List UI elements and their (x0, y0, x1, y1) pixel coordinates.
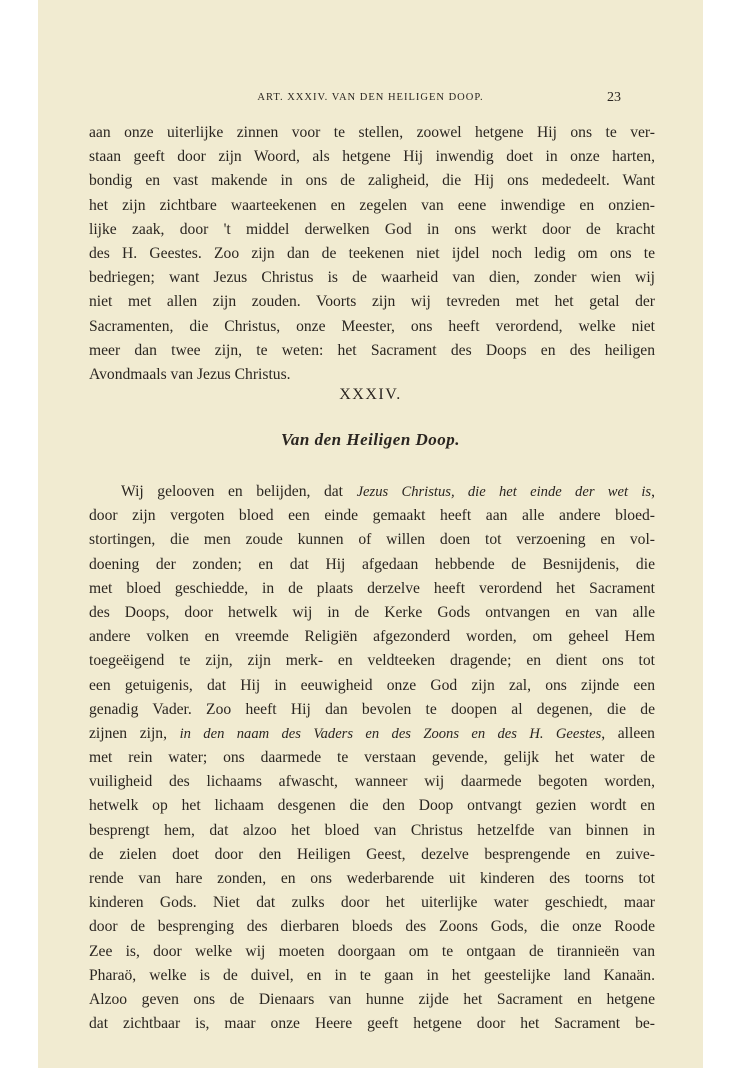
text-line: Sacramenten, die Christus, onze Meester, ons heeft verordend, welke niet (89, 317, 655, 335)
text-line: Pharaö, welke is de duivel, en in te gaan in het geestelijke land Kanaän. (89, 966, 655, 984)
text-line: toegeëigend te zijn, zijn merk- en veldteeken dragende; en dient ons tot (89, 652, 655, 670)
running-head (38, 92, 703, 108)
text-line: stortingen, die men zoude kunnen of willen doen tot verzoening en vol- (89, 531, 655, 549)
book-page (38, 0, 703, 1068)
text-line: niet met allen zijn zouden. Voorts zijn wij tevreden met het getal der (89, 293, 655, 311)
text-line: aan onze uiterlijke zinnen voor te stellen, zoowel hetgene Hij ons te ver- (89, 124, 655, 141)
text-line: de zielen doet door den Heiligen Geest, dezelve besprengende en zuive- (89, 845, 655, 863)
text-line: vuiligheid des lichaams afwascht, wanneer wij daarmede begoten worden, (89, 773, 655, 791)
text-line: dat zichtbaar is, maar onze Heere geeft hetgene door het Sacrament be- (89, 1015, 655, 1033)
text-run: , (651, 483, 655, 500)
text-line: het zijn zichtbare waarteekenen en zegelen van eene inwendige en onzien- (89, 196, 655, 214)
article-number: XXXIV. (339, 386, 402, 403)
continuation-paragraph (89, 121, 655, 387)
text-line: met bloed geschiedde, in de plaats derzelve heeft verordend het Sacrament (89, 579, 655, 597)
text-line: des H. Geestes. Zoo zijn dan de teekenen niet ijdel noch ledig om ons te (89, 244, 655, 262)
text-line: des Doops, door hetwelk wij in de Kerke Gods ontvangen en van alle (89, 603, 655, 621)
running-title: ART. XXXIV. VAN DEN HEILIGEN DOOP. (257, 92, 484, 103)
text-line: met rein water; ons daarmede te verstaan gevende, gelijk het water de (89, 749, 655, 767)
page-number: 23 (607, 90, 621, 105)
text-line: hetwelk op het lichaam desgenen die den Doop ontvangt gezien wordt en (89, 797, 655, 815)
text-run: Wij gelooven en belijden, dat (121, 483, 357, 500)
text-line: bedriegen; want Jezus Christus is de waarheid van dien, zonder wien wij (89, 269, 655, 287)
text-line: Zee is, door welke wij moeten doorgaan om te ontgaan de tirannieën van (89, 942, 655, 960)
italic-formula: in den naam des Vaders en des Zoons en des H. Geestes (179, 725, 602, 742)
text-run: zijnen zijn, (89, 724, 180, 742)
text-line: een getuigenis, dat Hij in eeuwigheid onze God zijn zal, ons zijnde een (89, 676, 655, 694)
text-line: door de besprenging des dierbaren bloeds des Zoons Gods, die onze Roode (89, 918, 655, 936)
article-body (89, 480, 655, 1036)
text-line: doening der zonden; en dat Hij afgedaan hebbende de Besnijdenis, die (89, 555, 655, 573)
text-line (89, 480, 655, 504)
text-line: staan geeft door zijn Woord, als hetgene Hij inwendig doet in onze harten, (89, 148, 655, 166)
text-line: lijke zaak, door 't middel derwelken God in ons werkt door de kracht (89, 220, 655, 238)
text-line: andere volken en vreemde Religiën afgezonderd worden, om geheel Hem (89, 628, 655, 646)
article-title: Van den Heiligen Doop. (280, 430, 461, 449)
text-line: kinderen Gods. Niet dat zulks door het uiterlijke water geschiedt, maar (89, 894, 655, 912)
text-line: meer dan twee zijn, te weten: het Sacrament des Doops en des heiligen (89, 341, 655, 359)
italic-quote: Jezus Christus, die het einde der wet is (356, 484, 652, 500)
text-line: bondig en vast makende in ons de zaligheid, die Hij ons mededeelt. Want (89, 172, 655, 190)
text-line: besprengt hem, dat alzoo het bloed van Christus hetzelfde van binnen in (89, 821, 655, 839)
text-run: , alleen (601, 724, 655, 742)
text-line: door zijn vergoten bloed een einde gemaakt heeft aan alle andere bloed- (89, 507, 655, 525)
text-line (89, 722, 655, 746)
text-line: Alzoo geven ons de Dienaars van hunne zijde het Sacrament en hetgene (89, 990, 655, 1008)
text-line: Avondmaals van Jezus Christus. (89, 365, 291, 383)
text-line: genadig Vader. Zoo heeft Hij dan bevolen te doopen al degenen, die de (89, 700, 655, 718)
text-line: rende van hare zonden, en ons wederbarende uit kinderen des toorns tot (89, 870, 655, 887)
